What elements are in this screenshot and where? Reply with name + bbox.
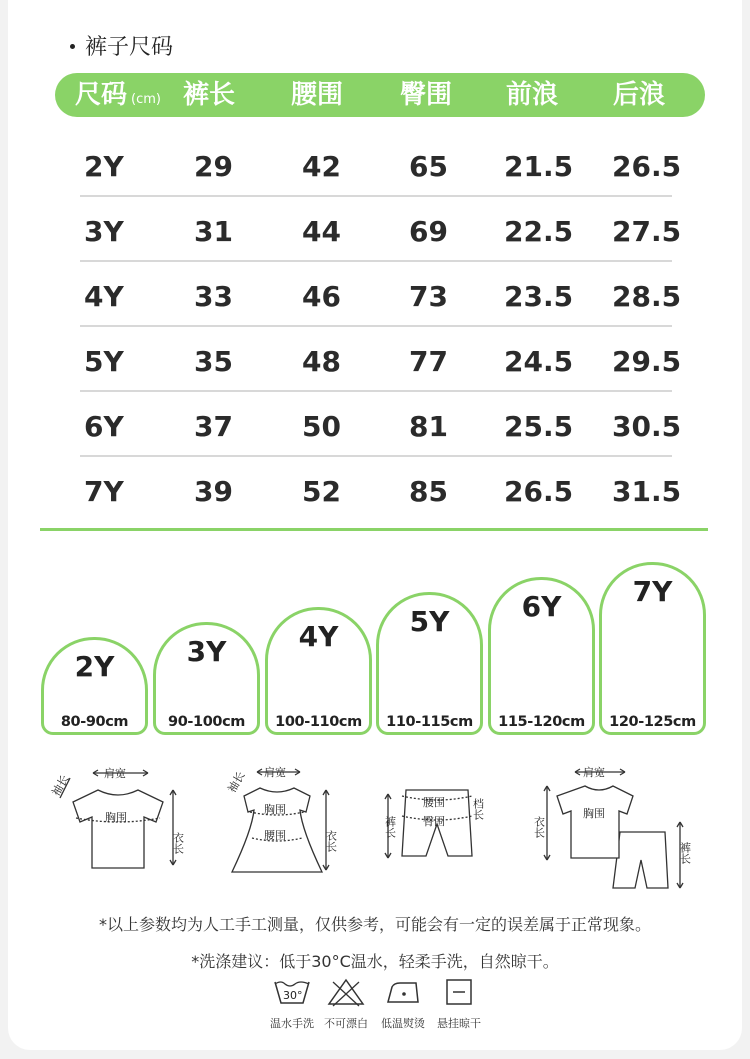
header-unit: (cm) — [131, 92, 161, 107]
badge-size: 5Y — [409, 605, 450, 638]
badge-size: 6Y — [521, 590, 562, 623]
cell-back-rise: 29.5 — [612, 345, 682, 378]
cell-pants-length: 39 — [194, 475, 233, 508]
cell-back-rise: 27.5 — [612, 215, 682, 248]
set-measure-diagram — [532, 760, 700, 892]
header-size — [75, 73, 161, 117]
wash-temp-text: 30° — [283, 989, 303, 1002]
care-label: 不可漂白 — [324, 1017, 368, 1030]
size-badge-6y — [488, 577, 595, 735]
cell-pants-length: 33 — [194, 280, 233, 313]
label-waist: 腰围 — [423, 796, 445, 809]
table-row — [80, 262, 682, 327]
label-shoulder: 肩宽 — [583, 766, 605, 779]
section-divider — [40, 528, 708, 531]
cell-size: 5Y — [84, 345, 124, 378]
cell-size: 4Y — [84, 280, 124, 313]
care-item — [419, 977, 499, 1031]
label-sleeve: 袖长 — [49, 772, 72, 799]
size-badge-4y — [265, 607, 372, 735]
label-chest: 胸围 — [105, 811, 127, 824]
cell-hip: 81 — [409, 410, 448, 443]
header-pants-length: 裤长 — [183, 80, 236, 110]
label-hip: 臀围 — [423, 815, 445, 828]
cell-front-rise: 23.5 — [504, 280, 574, 313]
label-length: 衣长 — [324, 830, 338, 852]
cell-back-rise: 26.5 — [612, 150, 682, 183]
badge-size: 4Y — [298, 620, 339, 653]
cell-size: 2Y — [84, 150, 124, 183]
cell-front-rise: 24.5 — [504, 345, 574, 378]
dress-measure-diagram — [222, 760, 342, 882]
label-sleeve: 袖长 — [225, 769, 248, 795]
label-length: 衣长 — [532, 816, 546, 838]
cell-hip: 73 — [409, 280, 448, 313]
label-length: 衣长 — [171, 832, 185, 854]
label-chest: 胸围 — [583, 807, 605, 820]
care-label: 低温熨烫 — [381, 1017, 425, 1030]
care-label: 悬挂晾干 — [437, 1017, 481, 1030]
table-row — [80, 197, 682, 262]
table-row — [80, 132, 682, 197]
size-badge-5y — [376, 592, 483, 735]
cell-pants-length: 35 — [194, 345, 233, 378]
cell-hip: 69 — [409, 215, 448, 248]
cell-pants-length: 29 — [194, 150, 233, 183]
size-badge-3y — [153, 622, 260, 735]
header-waist: 腰围 — [291, 80, 344, 110]
badge-height: 80-90cm — [60, 714, 129, 730]
badge-height: 100-110cm — [275, 714, 362, 730]
table-row — [80, 327, 682, 392]
care-label: 温水手洗 — [270, 1017, 314, 1030]
table-row — [80, 392, 682, 457]
section-title-text: 裤子尺码 — [85, 35, 174, 60]
cell-front-rise: 26.5 — [504, 475, 574, 508]
cell-front-rise: 25.5 — [504, 410, 574, 443]
cell-back-rise: 28.5 — [612, 280, 682, 313]
header-size-label: 尺码 — [75, 80, 128, 110]
bullet-dot — [70, 44, 75, 49]
cell-pants-length: 31 — [194, 215, 233, 248]
section-title — [70, 30, 173, 61]
label-pants-length: 裤长 — [678, 842, 692, 864]
cell-waist: 46 — [302, 280, 341, 313]
cell-front-rise: 22.5 — [504, 215, 574, 248]
washing-note: *洗涤建议：低于30°C温水，轻柔手洗，自然晾干。 — [191, 952, 559, 971]
cell-pants-length: 37 — [194, 410, 233, 443]
label-waist: 腰围 — [264, 829, 286, 842]
cell-hip: 77 — [409, 345, 448, 378]
low-iron-icon — [382, 977, 424, 1007]
cell-waist: 48 — [302, 345, 341, 378]
cell-waist: 50 — [302, 410, 341, 443]
cell-front-rise: 21.5 — [504, 150, 574, 183]
cell-hip: 85 — [409, 475, 448, 508]
label-shoulder: 肩宽 — [104, 767, 126, 780]
cell-back-rise: 30.5 — [612, 410, 682, 443]
no-bleach-icon — [325, 977, 367, 1007]
label-chest: 胸围 — [264, 803, 286, 816]
cell-size: 3Y — [84, 215, 124, 248]
cell-waist: 42 — [302, 150, 341, 183]
hang-dry-icon — [438, 977, 480, 1007]
badge-height: 120-125cm — [609, 714, 696, 730]
tshirt-measure-diagram — [48, 760, 198, 875]
size-badge-7y — [599, 562, 706, 735]
badge-height: 90-100cm — [168, 714, 245, 730]
pants-measure-diagram — [380, 778, 490, 868]
badge-size: 7Y — [632, 575, 673, 608]
table-row — [80, 457, 682, 522]
header-front-rise: 前浪 — [506, 80, 559, 110]
badge-height: 115-120cm — [498, 714, 585, 730]
table-header — [55, 73, 705, 117]
cell-back-rise: 31.5 — [612, 475, 682, 508]
badge-size: 3Y — [186, 635, 227, 668]
cell-size: 6Y — [84, 410, 124, 443]
label-rise: 档长 — [471, 798, 485, 820]
header-back-rise: 后浪 — [613, 80, 666, 110]
cell-waist: 52 — [302, 475, 341, 508]
label-shoulder: 肩宽 — [264, 766, 286, 779]
label-pants-length: 裤长 — [383, 816, 397, 838]
cell-hip: 65 — [409, 150, 448, 183]
badge-size: 2Y — [74, 650, 115, 683]
badge-height: 110-115cm — [386, 714, 473, 730]
header-hip: 臀围 — [400, 80, 453, 110]
disclaimer-note: *以上参数均为人工手工测量，仅供参考，可能会有一定的误差属于正常现象。 — [98, 915, 651, 934]
cell-waist: 44 — [302, 215, 341, 248]
size-badge-2y — [41, 637, 148, 735]
cell-size: 7Y — [84, 475, 124, 508]
